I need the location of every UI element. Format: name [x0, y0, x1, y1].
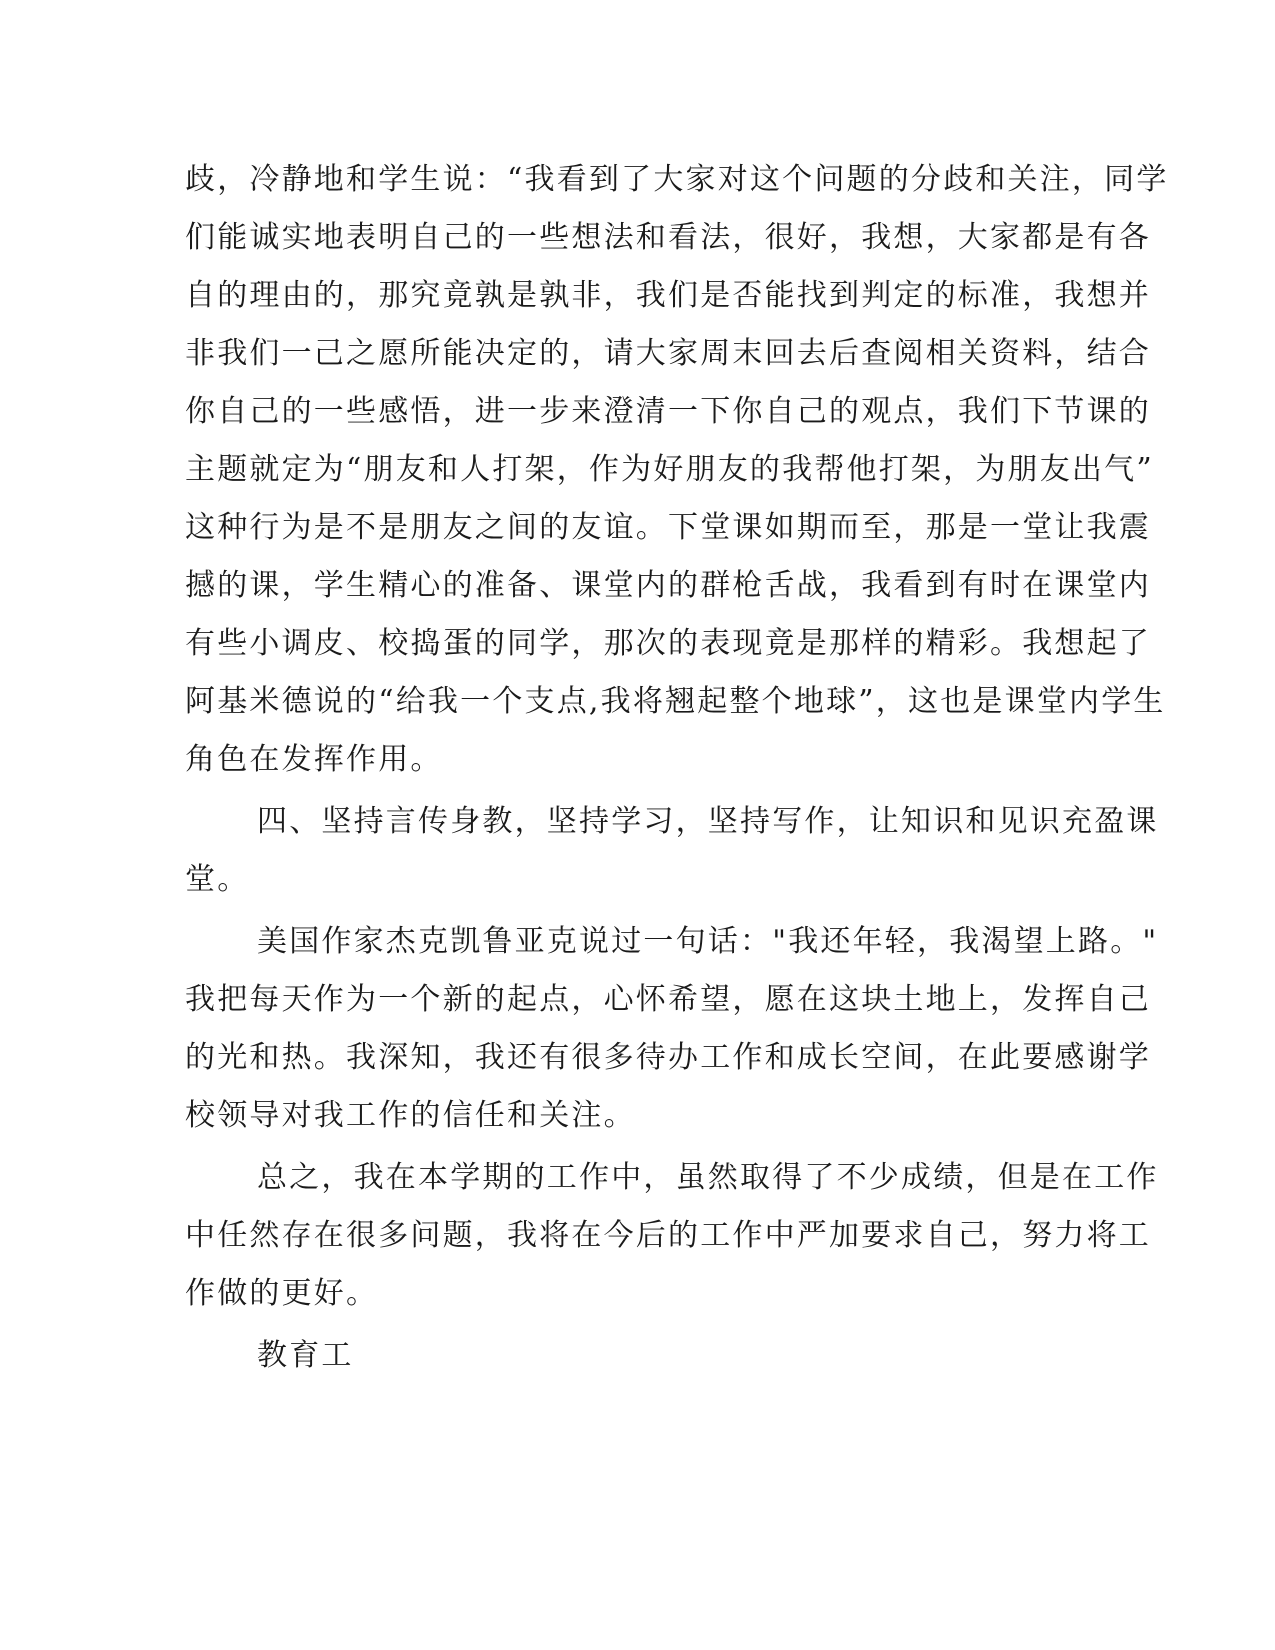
text-line: 们能诚实地表明自己的一些想法和看法，很好，我想，大家都是有各: [185, 220, 1151, 255]
text-line: 中任然存在很多问题，我将在今后的工作中严加要求自己，努力将工: [185, 1218, 1151, 1253]
text-line: 有些小调皮、校捣蛋的同学，那次的表现竟是那样的精彩。我想起了: [185, 626, 1151, 661]
text-line: 角色在发挥作用。: [185, 742, 443, 777]
paragraph-start: 总之，我在本学期的工作中，虽然取得了不少成绩，但是在工作: [257, 1160, 1159, 1195]
text-line: 自的理由的，那究竟孰是孰非，我们是否能找到判定的标准，我想并: [185, 278, 1151, 313]
paragraph-start: 教育工: [257, 1338, 354, 1373]
text-line: 阿基米德说的“给我一个支点,我将翘起整个地球”，这也是课堂内学生: [185, 684, 1166, 719]
text-line: 这种行为是不是朋友之间的友谊。下堂课如期而至，那是一堂让我震: [185, 510, 1151, 545]
text-line: 你自己的一些感悟，进一步来澄清一下你自己的观点，我们下节课的: [185, 394, 1151, 429]
text-line: 我把每天作为一个新的起点，心怀希望，愿在这块土地上，发挥自己: [185, 982, 1151, 1017]
paragraph-start: 美国作家杰克凯鲁亚克说过一句话："我还年轻，我渴望上路。": [257, 924, 1159, 959]
text-line: 非我们一己之愿所能决定的，请大家周末回去后查阅相关资料，结合: [185, 336, 1151, 371]
text-line: 主题就定为“朋友和人打架，作为好朋友的我帮他打架，为朋友出气”: [185, 452, 1154, 487]
text-line: 作做的更好。: [185, 1276, 379, 1311]
text-line: 歧，冷静地和学生说：“我看到了大家对这个问题的分歧和关注，同学: [185, 162, 1169, 197]
text-line: 校领导对我工作的信任和关注。: [185, 1098, 636, 1133]
section-heading: 四、坚持言传身教，坚持学习，坚持写作，让知识和见识充盈课: [257, 804, 1159, 839]
text-line: 堂。: [185, 862, 250, 897]
text-line: 的光和热。我深知，我还有很多待办工作和成长空间，在此要感谢学: [185, 1040, 1151, 1075]
text-line: 撼的课，学生精心的准备、课堂内的群枪舌战，我看到有时在课堂内: [185, 568, 1151, 603]
